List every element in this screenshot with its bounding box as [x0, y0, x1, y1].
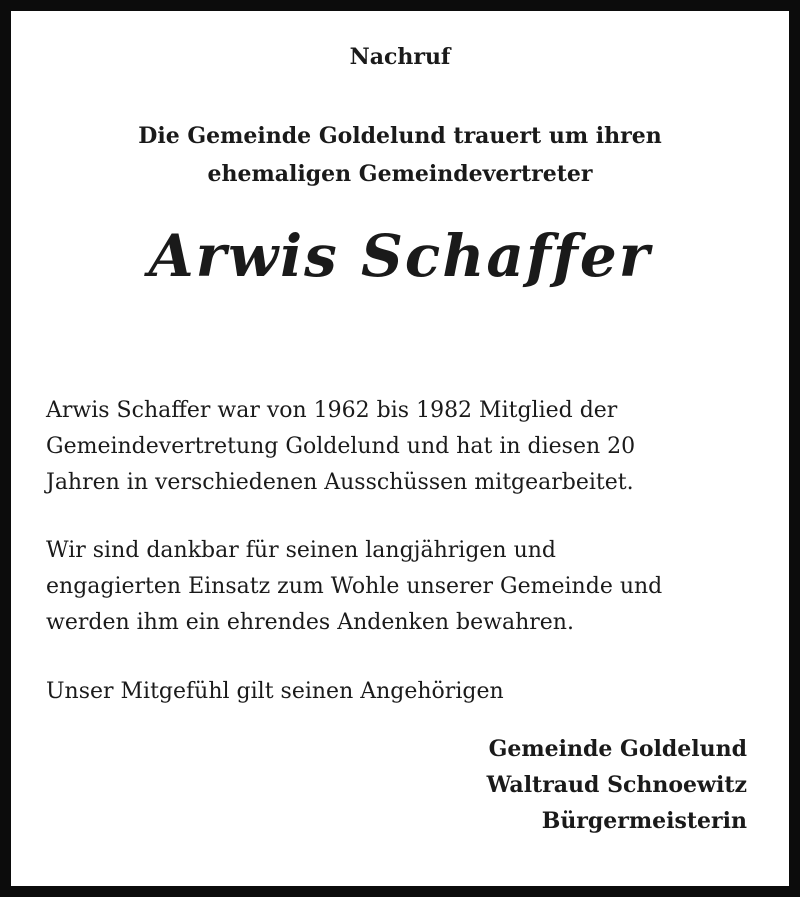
- paragraph-line: werden ihm ein ehrendes Andenken bewahren.: [46, 610, 574, 635]
- paragraph-line: engagierten Einsatz zum Wohle unserer Gemeinde und: [46, 574, 663, 599]
- signature-role: Bürgermeisterin: [541, 808, 747, 834]
- paragraph-condolence: [46, 674, 766, 710]
- intro-line: Die Gemeinde Goldelund trauert um ihren: [138, 123, 662, 149]
- deceased-name: Arwis Schaffer: [148, 222, 652, 290]
- intro-text: [0, 117, 800, 193]
- paragraph-membership: [46, 393, 766, 501]
- notice-title: Nachruf: [349, 44, 451, 70]
- paragraph-line: Wir sind dankbar für seinen langjährigen und: [46, 538, 557, 563]
- signature-person: Waltraud Schnoewitz: [486, 772, 747, 798]
- paragraph-gratitude: [46, 533, 766, 641]
- signature-organization: Gemeinde Goldelund: [488, 736, 747, 762]
- paragraph-line: Arwis Schaffer war von 1962 bis 1982 Mitglied der: [46, 398, 618, 423]
- paragraph-line: Gemeindevertretung Goldelund und hat in diesen 20: [46, 434, 636, 459]
- intro-line: ehemaligen Gemeindevertreter: [207, 161, 593, 187]
- signature-block: [487, 731, 747, 839]
- paragraph-line: Unser Mitgefühl gilt seinen Angehörigen: [46, 679, 504, 704]
- paragraph-line: Jahren in verschiedenen Ausschüssen mitgearbeitet.: [46, 470, 634, 495]
